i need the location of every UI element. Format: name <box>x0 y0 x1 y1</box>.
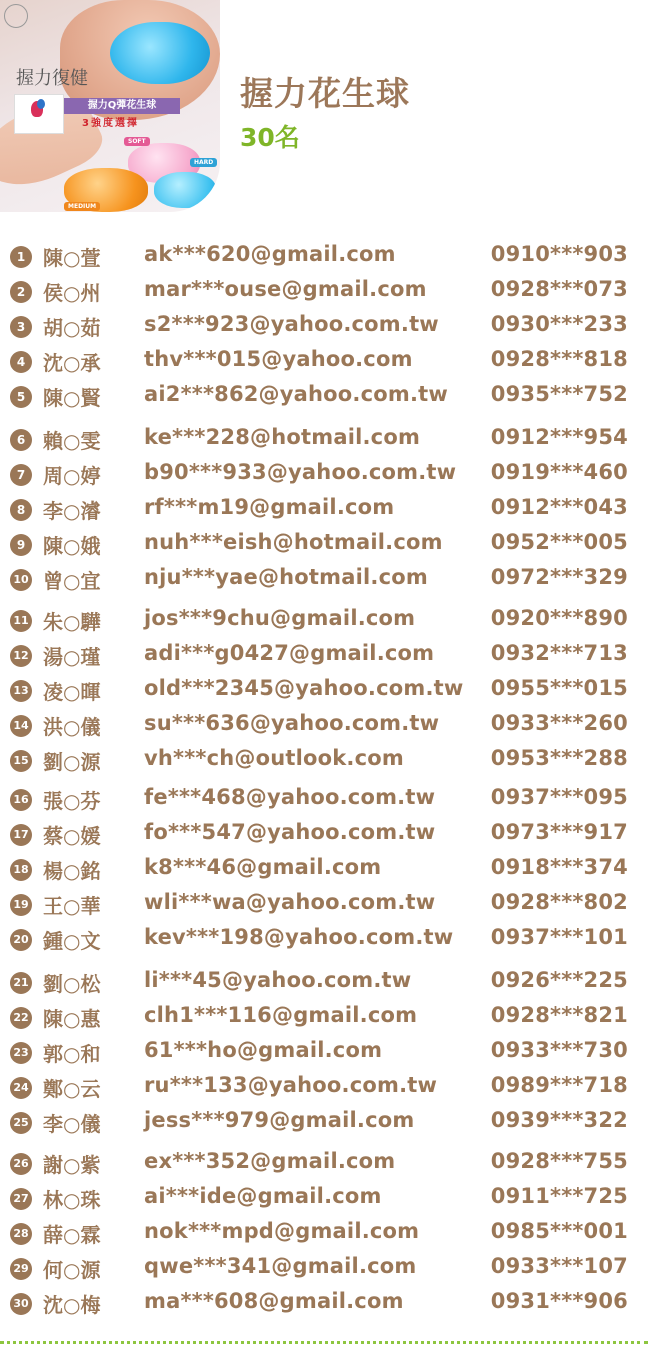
winner-name: 李○儀 <box>43 1112 101 1136</box>
winner-row <box>0 240 648 272</box>
winner-phone: 0920***890 <box>490 606 628 630</box>
winner-name: 薛○霖 <box>43 1223 101 1247</box>
winner-number-badge: 15 <box>10 750 32 772</box>
winner-number-badge: 12 <box>10 645 32 667</box>
winner-name: 陳○賢 <box>43 386 101 410</box>
winner-row <box>0 528 648 560</box>
winner-row <box>0 1106 648 1138</box>
winner-email: old***2345@yahoo.com.tw <box>144 676 464 700</box>
winner-number-badge: 22 <box>10 1007 32 1029</box>
winner-number-badge: 7 <box>10 464 32 486</box>
winner-number-badge: 30 <box>10 1293 32 1315</box>
winner-email: nok***mpd@gmail.com <box>144 1219 420 1243</box>
winner-number-badge: 11 <box>10 610 32 632</box>
winner-row <box>0 923 648 955</box>
winner-name: 鍾○文 <box>43 929 101 953</box>
winner-row <box>0 744 648 776</box>
winner-name: 何○源 <box>43 1258 101 1282</box>
winner-phone: 0928***073 <box>490 277 628 301</box>
winner-phone: 0919***460 <box>490 460 628 484</box>
winner-number-badge: 2 <box>10 281 32 303</box>
winner-number-badge: 27 <box>10 1188 32 1210</box>
product-brand-text: 握力復健 <box>16 68 88 89</box>
winner-phone: 0930***233 <box>490 312 628 336</box>
winner-row <box>0 423 648 455</box>
winner-row <box>0 493 648 525</box>
winner-phone: 0928***818 <box>490 347 628 371</box>
winner-row <box>0 783 648 815</box>
winner-email: ai***ide@gmail.com <box>144 1184 382 1208</box>
winner-phone: 0985***001 <box>490 1219 628 1243</box>
winner-phone: 0928***755 <box>490 1149 628 1173</box>
winner-email: b90***933@yahoo.com.tw <box>144 460 457 484</box>
winner-row <box>0 818 648 850</box>
winner-row <box>0 380 648 412</box>
winner-number-badge: 1 <box>10 246 32 268</box>
winner-row <box>0 275 648 307</box>
winner-row <box>0 1001 648 1033</box>
winner-row <box>0 310 648 342</box>
winner-email: qwe***341@gmail.com <box>144 1254 417 1278</box>
winner-number-badge: 19 <box>10 894 32 916</box>
winner-number-badge: 6 <box>10 429 32 451</box>
winner-number-badge: 13 <box>10 680 32 702</box>
winner-phone: 0912***043 <box>490 495 628 519</box>
winner-number-badge: 21 <box>10 972 32 994</box>
winner-row <box>0 853 648 885</box>
product-image <box>0 0 220 212</box>
winner-row <box>0 1182 648 1214</box>
winner-number-badge: 5 <box>10 386 32 408</box>
winner-number-badge: 17 <box>10 824 32 846</box>
winner-email: ex***352@gmail.com <box>144 1149 396 1173</box>
winner-email: ke***228@hotmail.com <box>144 425 421 449</box>
winner-email: ai2***862@yahoo.com.tw <box>144 382 448 406</box>
winner-name: 劉○松 <box>43 972 101 996</box>
winner-number-badge: 4 <box>10 351 32 373</box>
winner-name: 侯○州 <box>43 281 101 305</box>
winner-name: 郭○和 <box>43 1042 101 1066</box>
peanut-ball-blue-small <box>154 172 216 208</box>
winner-number-badge: 9 <box>10 534 32 556</box>
winner-email: vh***ch@outlook.com <box>144 746 404 770</box>
winner-email: 61***ho@gmail.com <box>144 1038 383 1062</box>
winner-number-badge: 26 <box>10 1153 32 1175</box>
winner-number-badge: 14 <box>10 715 32 737</box>
winner-row <box>0 639 648 671</box>
winner-name: 洪○儀 <box>43 715 101 739</box>
winner-name: 陳○萱 <box>43 246 101 270</box>
winner-phone: 0932***713 <box>490 641 628 665</box>
winner-row <box>0 345 648 377</box>
winner-number-badge: 3 <box>10 316 32 338</box>
winner-email: wli***wa@yahoo.com.tw <box>144 890 436 914</box>
winner-email: jess***979@gmail.com <box>144 1108 415 1132</box>
winner-phone: 0931***906 <box>490 1289 628 1313</box>
winner-row <box>0 1287 648 1319</box>
winner-row <box>0 563 648 595</box>
winner-row <box>0 604 648 636</box>
product-subtitle: 3強度選擇 <box>82 118 139 129</box>
winner-phone: 0972***329 <box>490 565 628 589</box>
winner-name: 陳○娥 <box>43 534 101 558</box>
winner-phone: 0926***225 <box>490 968 628 992</box>
winner-phone: 0933***260 <box>490 711 628 735</box>
winner-number-badge: 23 <box>10 1042 32 1064</box>
winner-phone: 0973***917 <box>490 820 628 844</box>
winner-email: rf***m19@gmail.com <box>144 495 395 519</box>
winner-name: 楊○銘 <box>43 859 101 883</box>
winner-phone: 0939***322 <box>490 1108 628 1132</box>
winner-number-badge: 29 <box>10 1258 32 1280</box>
winner-row <box>0 709 648 741</box>
winner-email: nju***yae@hotmail.com <box>144 565 428 589</box>
winner-name: 謝○紫 <box>43 1153 101 1177</box>
winner-number-badge: 10 <box>10 569 32 591</box>
winner-phone: 0928***821 <box>490 1003 628 1027</box>
winner-email: clh1***116@gmail.com <box>144 1003 418 1027</box>
winner-number-badge: 25 <box>10 1112 32 1134</box>
taiwan-mark-icon <box>14 94 64 134</box>
winner-phone: 0937***095 <box>490 785 628 809</box>
winner-name: 劉○源 <box>43 750 101 774</box>
winner-name: 凌○暉 <box>43 680 101 704</box>
winner-row <box>0 1217 648 1249</box>
winner-phone: 0933***730 <box>490 1038 628 1062</box>
winner-phone: 0989***718 <box>490 1073 628 1097</box>
winner-email: li***45@yahoo.com.tw <box>144 968 412 992</box>
winner-row <box>0 1036 648 1068</box>
winner-number-badge: 18 <box>10 859 32 881</box>
dotted-divider <box>0 1341 648 1344</box>
winner-name: 曾○宜 <box>43 569 101 593</box>
winner-email: adi***g0427@gmail.com <box>144 641 435 665</box>
winner-phone: 0910***903 <box>490 242 628 266</box>
winner-email: fo***547@yahoo.com.tw <box>144 820 436 844</box>
winner-name: 沈○承 <box>43 351 101 375</box>
winner-phone: 0935***752 <box>490 382 628 406</box>
winner-email: fe***468@yahoo.com.tw <box>144 785 436 809</box>
winner-row <box>0 1147 648 1179</box>
winner-email: kev***198@yahoo.com.tw <box>144 925 454 949</box>
winner-name: 湯○瑾 <box>43 645 101 669</box>
winner-email: ak***620@gmail.com <box>144 242 396 266</box>
winner-row <box>0 1252 648 1284</box>
prize-title: 握力花生球 <box>240 74 410 113</box>
winner-name: 李○濬 <box>43 499 101 523</box>
winner-phone: 0911***725 <box>490 1184 628 1208</box>
winner-phone: 0918***374 <box>490 855 628 879</box>
winner-number-badge: 8 <box>10 499 32 521</box>
winner-name: 周○婷 <box>43 464 101 488</box>
winner-email: mar***ouse@gmail.com <box>144 277 427 301</box>
winner-email: thv***015@yahoo.com <box>144 347 413 371</box>
winner-phone: 0928***802 <box>490 890 628 914</box>
tag-soft: SOFT <box>124 137 150 146</box>
prize-count: 30名 <box>240 123 300 152</box>
tag-hard: HARD <box>190 158 217 167</box>
winner-phone: 0953***288 <box>490 746 628 770</box>
winner-name: 陳○惠 <box>43 1007 101 1031</box>
winner-row <box>0 674 648 706</box>
winner-email: nuh***eish@hotmail.com <box>144 530 443 554</box>
peanut-ball-blue <box>110 22 210 84</box>
winner-name: 沈○梅 <box>43 1293 101 1317</box>
winner-phone: 0937***101 <box>490 925 628 949</box>
winner-name: 朱○驊 <box>43 610 101 634</box>
winner-name: 胡○茹 <box>43 316 101 340</box>
winner-email: ru***133@yahoo.com.tw <box>144 1073 438 1097</box>
winner-number-badge: 28 <box>10 1223 32 1245</box>
winner-email: k8***46@gmail.com <box>144 855 382 879</box>
winner-name: 張○芬 <box>43 789 101 813</box>
winner-phone: 0912***954 <box>490 425 628 449</box>
winner-email: ma***608@gmail.com <box>144 1289 404 1313</box>
winner-row <box>0 458 648 490</box>
winner-name: 林○珠 <box>43 1188 101 1212</box>
product-banner: 握力Q彈花生球 <box>64 98 180 114</box>
winner-email: s2***923@yahoo.com.tw <box>144 312 439 336</box>
winner-number-badge: 16 <box>10 789 32 811</box>
winner-row <box>0 966 648 998</box>
winner-name: 鄭○云 <box>43 1077 101 1101</box>
winner-email: jos***9chu@gmail.com <box>144 606 416 630</box>
winner-phone: 0933***107 <box>490 1254 628 1278</box>
winner-phone: 0955***015 <box>490 676 628 700</box>
winner-row <box>0 888 648 920</box>
winner-name: 蔡○媛 <box>43 824 101 848</box>
winner-row <box>0 1071 648 1103</box>
winner-name: 賴○雯 <box>43 429 101 453</box>
brand-logo-icon <box>4 4 28 28</box>
winner-phone: 0952***005 <box>490 530 628 554</box>
winner-number-badge: 20 <box>10 929 32 951</box>
winner-email: su***636@yahoo.com.tw <box>144 711 440 735</box>
tag-medium: MEDIUM <box>64 202 100 211</box>
winner-number-badge: 24 <box>10 1077 32 1099</box>
winner-name: 王○華 <box>43 894 101 918</box>
